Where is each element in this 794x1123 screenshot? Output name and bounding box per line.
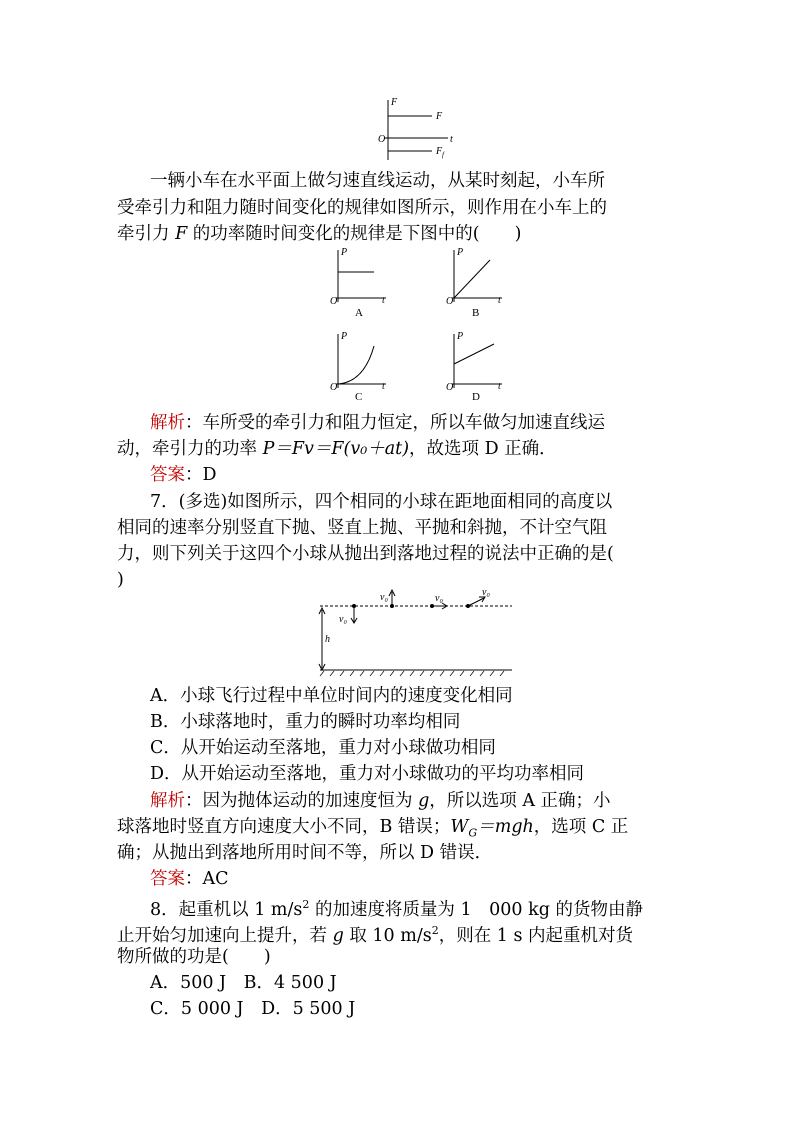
- svg-text:t: t: [498, 381, 501, 392]
- svg-text:v₀: v₀: [435, 593, 443, 604]
- svg-text:h: h: [325, 634, 330, 645]
- oblique-throw-arrow: [468, 598, 484, 606]
- q7-option-a: A．小球飞行过程中单位时间内的速度变化相同: [150, 686, 513, 706]
- ball-2: [390, 604, 394, 608]
- q7-stem-line3: 力，则下列关于这四个小球从抛出到落地过程的说法中正确的是(: [117, 544, 614, 564]
- t-axis-label: t: [450, 134, 453, 145]
- q7-stem-line2: 相同的速率分别竖直下抛、竖直上抛、平抛和斜抛，不计空气阻: [117, 518, 607, 538]
- svg-text:P: P: [341, 247, 348, 258]
- svg-text:P: P: [457, 247, 464, 258]
- analysis-label: 解析: [150, 413, 185, 433]
- q8-options-row1: A．500 J B．4 500 J: [150, 973, 337, 993]
- svg-text:O: O: [446, 296, 454, 307]
- q6-analysis-line1: 解析：车所受的牵引力和阻力恒定，所以车做匀加速直线运: [150, 413, 605, 433]
- q7-stem-line1: 7．(多选)如图所示，四个相同的小球在距地面相同的高度以: [150, 492, 613, 512]
- friction-label: F: [436, 146, 443, 157]
- friction-label-sub: f: [442, 151, 444, 159]
- q8-stem-line2: 止开始匀加速向上提升，若 g 取 10 $m/s^2$，则在 1 s 内起重机对货: [117, 924, 634, 946]
- q6-stem-line1: 一辆小车在水平面上做匀速直线运动，从某时刻起，小车所: [150, 171, 605, 191]
- q7-option-d: D．从开始运动至落地，重力对小球做功的平均功率相同: [150, 764, 585, 784]
- svg-text:P: P: [341, 331, 348, 342]
- graph-c-label: C: [355, 391, 363, 403]
- force-time-diagram: [370, 96, 460, 162]
- svg-text:v₀: v₀: [380, 592, 388, 603]
- origin-label: O: [378, 134, 386, 145]
- q7-analysis-line1: 解析：因为抛体运动的加速度恒为 g，所以选项 A 正确；小: [150, 791, 611, 811]
- graph-b-line: [454, 260, 490, 298]
- q7-option-c: C．从开始运动至落地，重力对小球做功相同: [150, 738, 496, 758]
- svg-text:t: t: [498, 295, 501, 306]
- q6-analysis-line2: 动，牵引力的功率 P＝Fv＝F(v₀＋at)，故选项 D 正确．: [117, 439, 557, 459]
- traction-label: F: [436, 111, 443, 122]
- graph-a-label: A: [355, 307, 363, 319]
- svg-text:O: O: [446, 382, 454, 393]
- q8-stem-line1: 8．起重机以 1 $m/s^2$ 的加速度将质量为 1 000 kg 的货物由静: [150, 898, 643, 920]
- ball-4: [466, 604, 470, 608]
- graph-b-label: B: [472, 307, 480, 319]
- svg-text:O: O: [330, 382, 338, 393]
- q8-stem-line3: 物所做的功是( ): [117, 947, 271, 967]
- graph-d-line: [454, 344, 494, 364]
- projectile-diagram: [308, 586, 514, 678]
- graph-a: [328, 246, 392, 310]
- svg-text:t: t: [382, 381, 385, 392]
- f-axis-label: F: [391, 97, 398, 108]
- q7-analysis-line3: 确；从抛出到落地所用时间不等，所以 D 错误．: [117, 843, 493, 863]
- graph-d: [444, 330, 508, 394]
- answer-label: 答案: [150, 465, 185, 485]
- graph-d-label: D: [472, 391, 480, 403]
- ball-1: [352, 604, 356, 608]
- ball-3: [430, 604, 434, 608]
- q6-stem-line2: 受牵引力和阻力随时间变化的规律如图所示，则作用在小车上的: [117, 198, 607, 218]
- q7-option-b: B．小球落地时，重力的瞬时功率均相同: [150, 712, 461, 732]
- q7-analysis-line2: 球落地时竖直方向速度大小不同，B 错误；$W_G=mgh$，选项 C 正: [117, 817, 629, 840]
- svg-text:O: O: [330, 296, 338, 307]
- svg-text:v₀: v₀: [339, 614, 347, 625]
- svg-text:P: P: [457, 331, 464, 342]
- q8-options-row2: C．5 000 J D．5 500 J: [150, 999, 356, 1019]
- svg-text:t: t: [382, 295, 385, 306]
- graph-b: [444, 246, 508, 310]
- q7-answer: 答案：AC: [150, 869, 229, 889]
- q7-stem-line4: ): [117, 570, 124, 590]
- svg-text:v₀: v₀: [482, 587, 490, 598]
- graph-c: [328, 330, 392, 394]
- graph-c-curve: [338, 346, 374, 384]
- q6-stem-line3: 牵引力 F 的功率随时间变化的规律是下图中的( ): [117, 224, 522, 244]
- q6-answer: 答案：D: [150, 465, 217, 485]
